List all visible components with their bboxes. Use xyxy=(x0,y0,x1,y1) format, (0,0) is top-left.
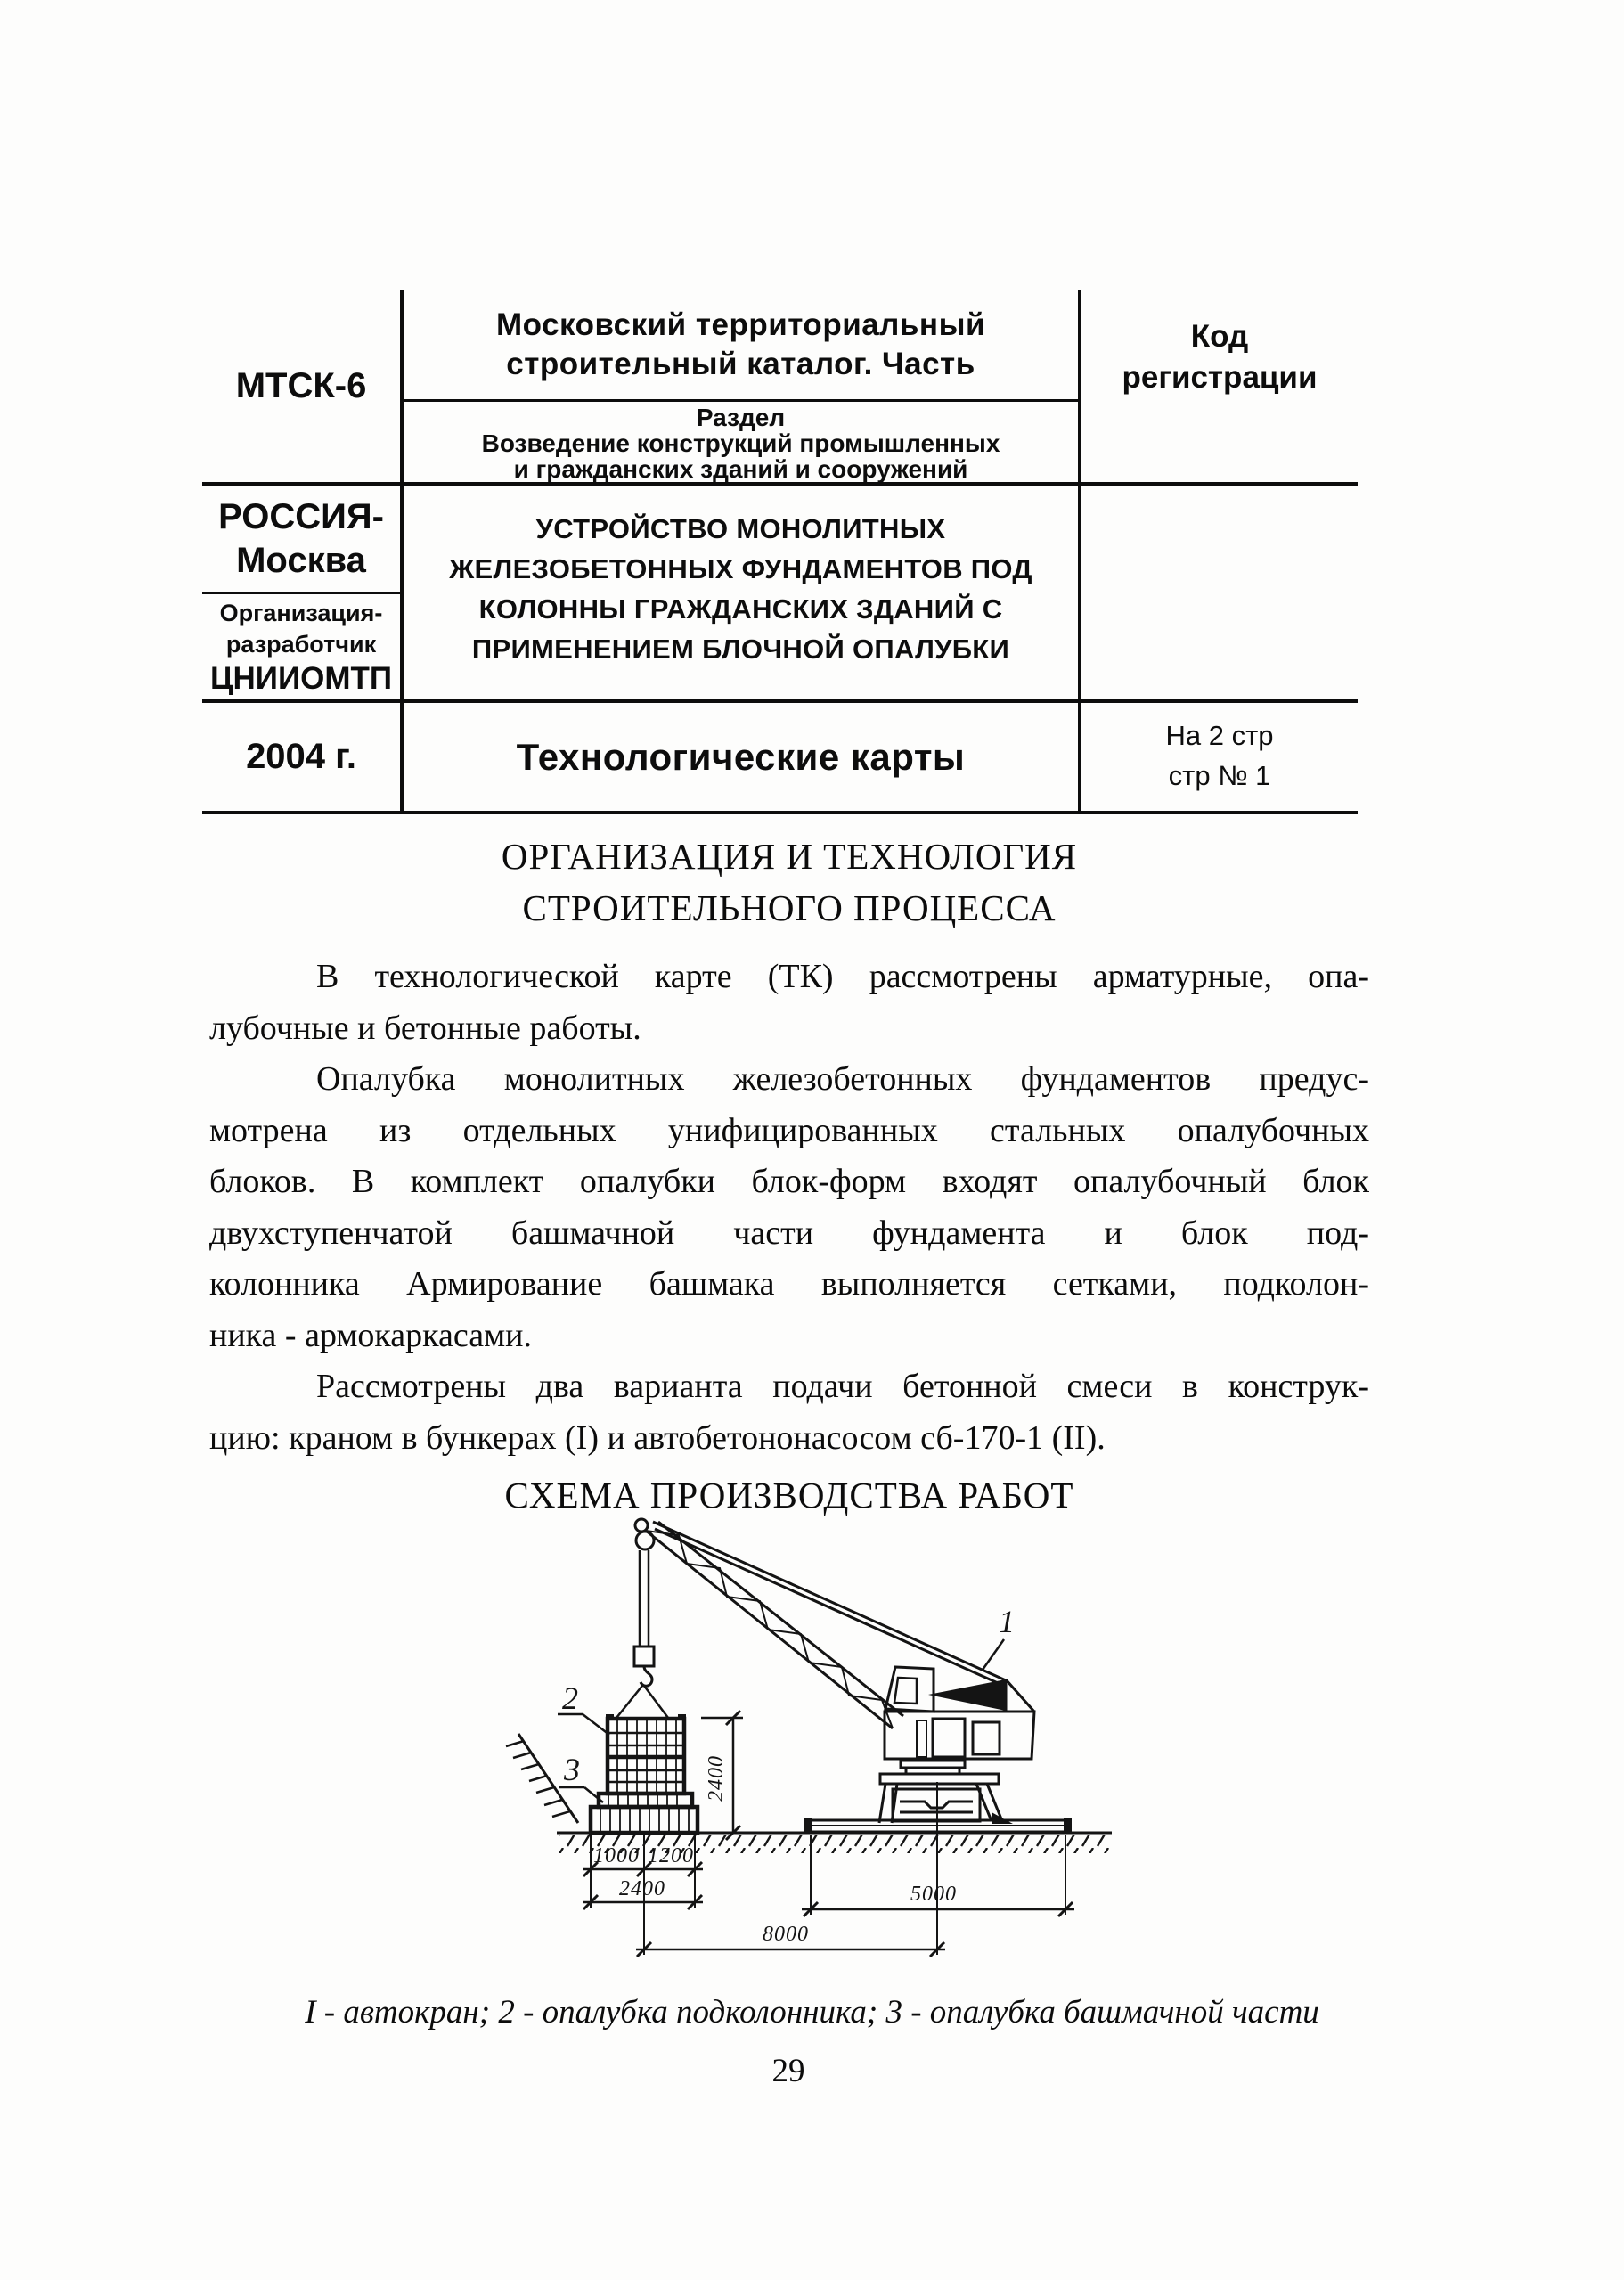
body-text xyxy=(209,830,1369,1521)
country-line1: РОССИЯ- xyxy=(218,496,384,536)
pages-line1: На 2 стр xyxy=(1165,720,1274,751)
pages-cell xyxy=(1081,703,1358,814)
callout-2: 2 xyxy=(562,1680,578,1716)
reg-code-line1: Код xyxy=(1190,319,1249,354)
formwork-block-2 xyxy=(606,1714,686,1794)
text-line: цию: краном в бункерах (I) и автобетононасосом сб-170-1 (II). xyxy=(209,1418,1106,1457)
paragraphs xyxy=(209,952,1369,1464)
section-label: Раздел xyxy=(696,404,786,431)
dim-5000: 5000 xyxy=(910,1883,957,1906)
dim-rows xyxy=(583,1844,1074,1957)
year: 2004 г. xyxy=(246,737,356,776)
text-line: лубочные и бетонные работы. xyxy=(209,1009,641,1047)
catalog-code: МТСК-6 xyxy=(235,365,367,405)
text-line: Рассмотрены два варианта подачи бетонной смеси в конструк- xyxy=(316,1368,1369,1405)
section-heading-line2: СТРОИТЕЛЬНОГО ПРОЦЕССА xyxy=(522,887,1057,928)
catalog-title-line2: строительный каталог. Часть xyxy=(506,346,975,381)
org-name: ЦНИИОМТП xyxy=(209,661,393,696)
org-block xyxy=(202,594,400,703)
doc-title-line3: КОЛОННЫ ГРАЖДАНСКИХ ЗДАНИЙ С xyxy=(478,593,1003,625)
text-line: мотрена из отдельных унифицированных стальных опалубочных xyxy=(209,1111,1369,1149)
hoist-and-hook xyxy=(616,1519,668,1718)
formwork-block-3 xyxy=(591,1794,698,1833)
doc-type: Технологические карты xyxy=(516,735,966,778)
text-line: блоков. В комплект опалубки блок-форм входят опалубочный блок xyxy=(209,1163,1369,1200)
dim-height-text: 2400 xyxy=(705,1755,728,1802)
text-line: Опалубка монолитных железобетонных фундаментов предус- xyxy=(316,1060,1369,1098)
ground-hatch xyxy=(559,1835,1110,1853)
catalog-title xyxy=(404,290,1078,402)
doc-title-line2: ЖЕЛЕЗОБЕТОННЫХ ФУНДАМЕНТОВ ПОД xyxy=(449,553,1032,584)
section-line1: Возведение конструкций промышленных xyxy=(481,429,1000,457)
registration-code-cell xyxy=(1081,290,1358,486)
reg-value-cell xyxy=(1081,486,1358,703)
callout-3: 3 xyxy=(564,1752,580,1787)
doc-type-cell xyxy=(404,703,1081,814)
reg-code-line2: регистрации xyxy=(1122,360,1318,395)
dim-2400: 2400 xyxy=(619,1877,665,1900)
dim-8000: 8000 xyxy=(763,1923,809,1946)
dim-1200: 1200 xyxy=(648,1844,694,1867)
text-line: двухступенчатой башмачной части фундамента и блок под- xyxy=(209,1214,1369,1252)
doc-title-line4: ПРИМЕНЕНИЕМ БЛОЧНОЙ ОПАЛУБКИ xyxy=(471,633,1010,665)
catalog-code-cell xyxy=(202,290,404,486)
org-label-line2: разработчик xyxy=(225,631,377,658)
dim-1000: 1000 xyxy=(593,1844,640,1867)
text-line: колонника Армирование башмака выполняется сетками, подколон- xyxy=(209,1265,1369,1303)
figure-caption: I - автокран; 2 - опалубка подколонника; 3 - опалубка башмачной части xyxy=(305,1994,1319,2031)
scheme-heading: СХЕМА ПРОИЗВОДСТВА РАБОТ xyxy=(504,1475,1074,1516)
doc-title-cell xyxy=(404,486,1081,703)
section-line2: и гражданских зданий и сооружений xyxy=(513,455,968,483)
pages-line2: стр № 1 xyxy=(1168,760,1271,791)
country-block xyxy=(202,486,400,594)
country-line2: Москва xyxy=(236,540,366,580)
section-block xyxy=(404,402,1078,485)
catalog-title-line1: Московский территориальный xyxy=(496,306,985,342)
text-line: ника - армокаркасами. xyxy=(209,1316,533,1354)
year-cell xyxy=(202,703,404,814)
doc-title-line1: УСТРОЙСТВО МОНОЛИТНЫХ xyxy=(535,513,946,544)
org-label-line1: Организация- xyxy=(219,600,383,626)
work-scheme-figure xyxy=(383,1515,1399,1996)
catalog-title-cell xyxy=(404,290,1081,486)
header-table xyxy=(202,290,1358,814)
dim-height-2400 xyxy=(701,1711,743,1840)
page-number: 29 xyxy=(771,2053,805,2089)
scheme-drawing xyxy=(383,1515,1399,1991)
text-line: В технологической карте (ТК) рассмотрены арматурные, опа- xyxy=(316,958,1369,995)
callout-1: 1 xyxy=(999,1604,1015,1639)
developer-cell xyxy=(202,486,404,703)
section-heading-line1: ОРГАНИЗАЦИЯ И ТЕХНОЛОГИЯ xyxy=(501,836,1078,877)
